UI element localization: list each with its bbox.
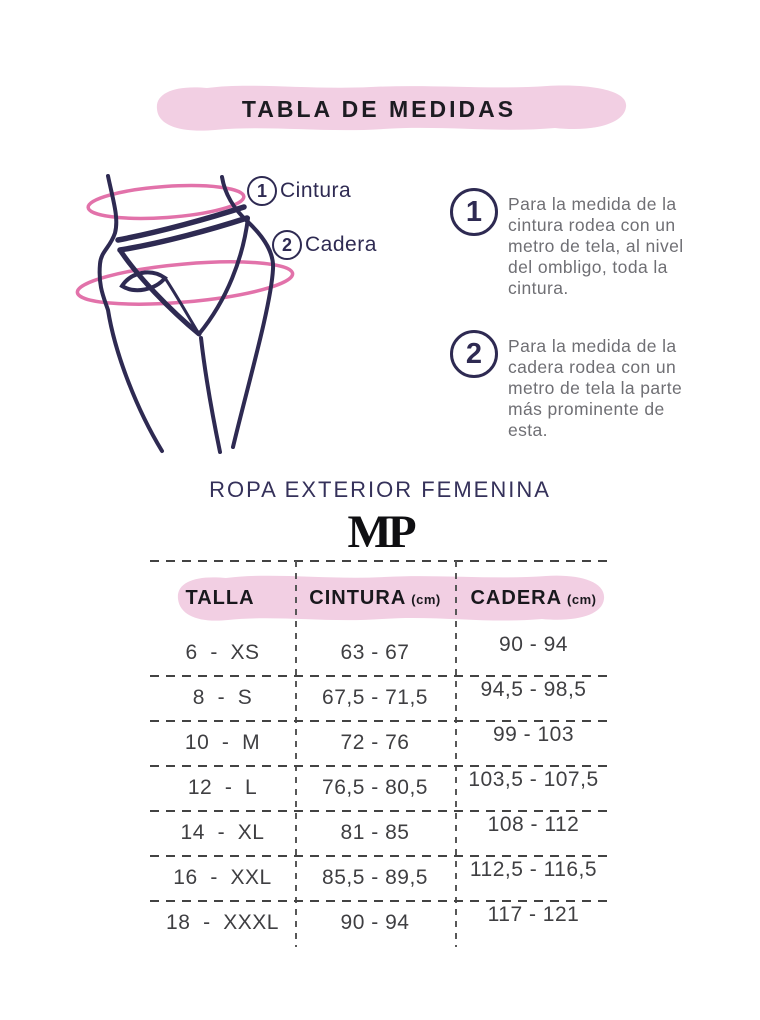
cell-talla: 14 - XL xyxy=(180,820,265,844)
section-title: ROPA EXTERIOR FEMENINA xyxy=(209,477,551,502)
header-cell-cadera xyxy=(455,587,612,610)
table-row xyxy=(150,855,612,900)
table-header-row xyxy=(150,569,612,627)
table-row xyxy=(150,810,612,855)
instruction-1-number-badge: 1 xyxy=(450,188,498,236)
brand-logo: MP xyxy=(347,506,413,558)
instruction-2-text: Para la medida de la cadera rodea con un metro de tela la parte más prominente de esta. xyxy=(508,336,683,440)
cell-cadera: 94,5 - 98,5 xyxy=(480,677,587,701)
header-cell-talla xyxy=(150,587,295,610)
figure-label-cintura xyxy=(247,176,351,206)
header-talla-label: TALLA xyxy=(185,586,255,609)
cell-cintura: 85,5 - 89,5 xyxy=(322,865,428,889)
cell-cadera: 112,5 - 116,5 xyxy=(469,857,598,881)
table-row xyxy=(150,675,612,720)
cell-cintura: 72 - 76 xyxy=(340,730,410,754)
cell-cintura: 76,5 - 80,5 xyxy=(322,775,428,799)
cadera-label: Cadera xyxy=(305,233,377,256)
title-banner xyxy=(123,80,635,138)
instruction-1-text: Para la medida de la cintura rodea con un metro de tela, al nivel del ombligo, toda la cintura. xyxy=(508,194,684,298)
cell-cintura: 81 - 85 xyxy=(340,820,410,844)
table-row xyxy=(150,720,612,765)
table-row xyxy=(150,900,612,945)
number-1-badge: 1 xyxy=(247,176,277,206)
header-cintura-label: CINTURA xyxy=(309,586,407,609)
cell-talla: 16 - XXL xyxy=(173,865,272,889)
size-table xyxy=(150,556,616,952)
table-row xyxy=(150,765,612,810)
instruction-item-1 xyxy=(450,188,688,299)
cell-talla: 18 - XXXL xyxy=(166,910,279,934)
header-cintura-unit: (cm) xyxy=(411,591,441,607)
cell-talla: 8 - S xyxy=(192,685,253,709)
cell-cadera: 117 - 121 xyxy=(487,902,580,926)
cintura-label: Cintura xyxy=(280,179,352,202)
cell-talla: 10 - M xyxy=(184,730,261,754)
instruction-2-number-badge: 2 xyxy=(450,330,498,378)
table-row xyxy=(150,630,612,675)
cell-cadera: 99 - 103 xyxy=(492,722,575,746)
header-cadera-label: CADERA xyxy=(470,586,563,609)
page-title: TABLA DE MEDIDAS xyxy=(241,95,517,122)
cell-cadera: 90 - 94 xyxy=(499,632,568,656)
instruction-item-2 xyxy=(450,330,688,441)
number-2-badge: 2 xyxy=(272,230,302,260)
cell-cintura: 67,5 - 71,5 xyxy=(322,685,428,709)
cell-cadera: 108 - 112 xyxy=(487,812,580,836)
header-cadera-unit: (cm) xyxy=(567,591,597,607)
hip-measure-ellipse xyxy=(76,255,294,312)
cell-talla: 6 - XS xyxy=(185,640,260,664)
cell-cintura: 63 - 67 xyxy=(340,640,410,664)
figure-label-cadera xyxy=(272,230,377,260)
dashed-divider-top xyxy=(150,560,612,562)
cell-cadera: 103,5 - 107,5 xyxy=(468,767,599,791)
cell-talla: 12 - L xyxy=(187,775,258,799)
header-cell-cintura xyxy=(295,587,455,610)
cell-cintura: 90 - 94 xyxy=(340,910,410,934)
